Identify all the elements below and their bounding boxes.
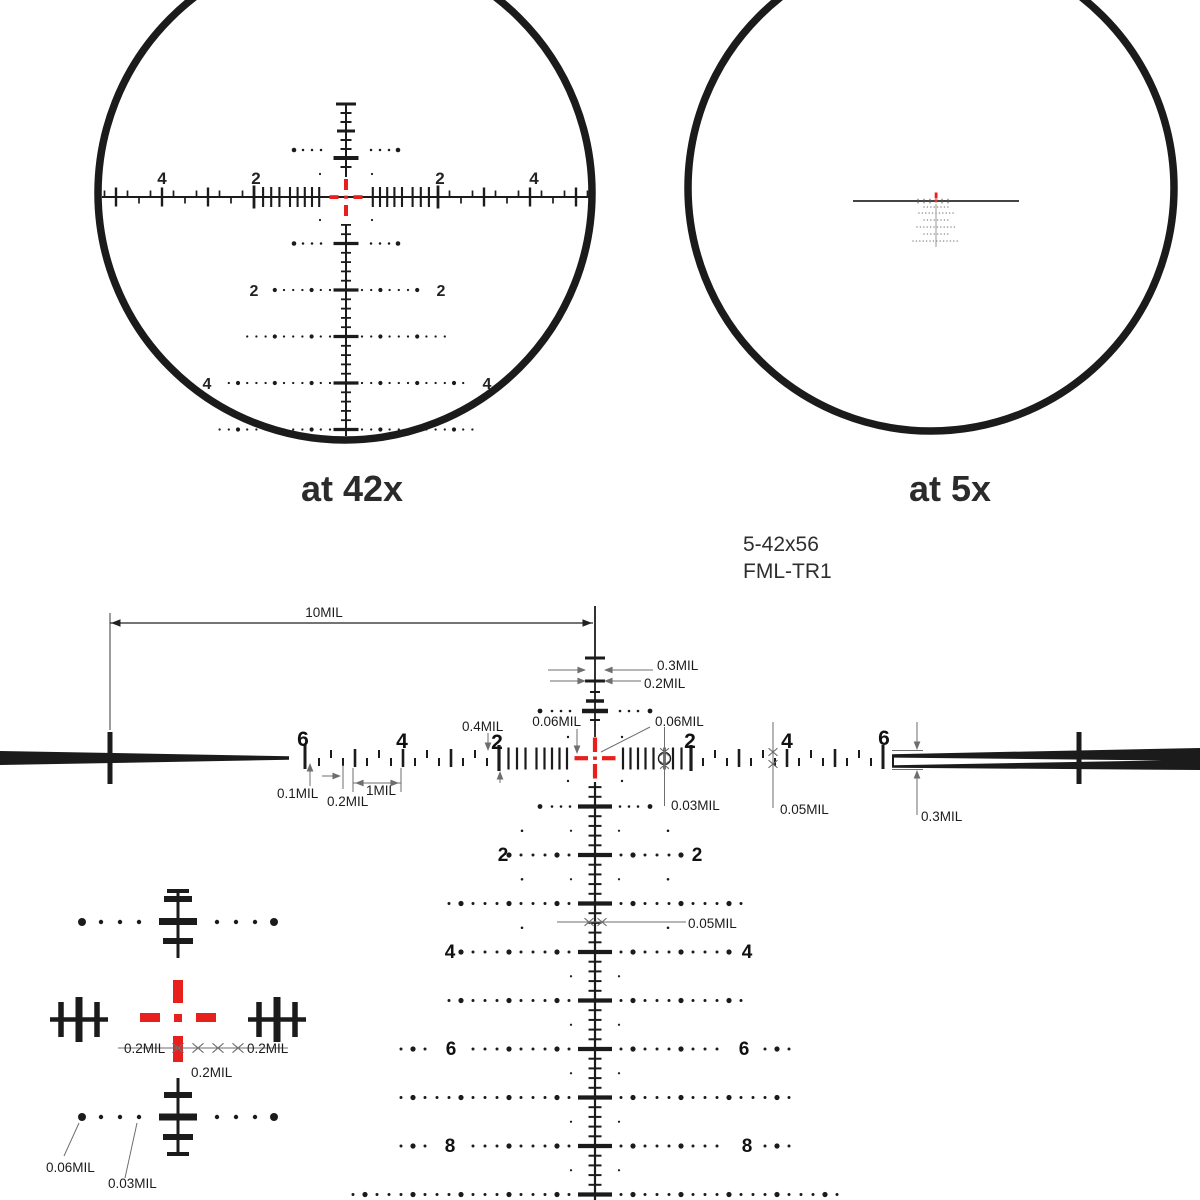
diagram-labels	[46, 169, 991, 1191]
s42-h-num: 4	[529, 169, 539, 188]
dim-03mil-top: 0.3MIL	[657, 658, 699, 673]
inset-dim-02mil-center: 0.2MIL	[191, 1065, 233, 1080]
inset-dim-003mil: 0.03MIL	[108, 1176, 157, 1191]
inset-dim-006mil: 0.06MIL	[46, 1160, 95, 1175]
dim-006mil-right: 0.06MIL	[655, 714, 704, 729]
dim-005mil: 0.05MIL	[780, 802, 829, 817]
s42-row-num: 2	[436, 283, 446, 300]
s42-h-num: 2	[251, 169, 261, 188]
s42-h-num: 4	[157, 169, 167, 188]
main-row-num: 4	[741, 942, 753, 963]
caption-high-mag: at 42x	[300, 468, 404, 509]
dim-1mil: 1MIL	[366, 783, 397, 798]
inset-dim-02mil-left: 0.2MIL	[124, 1041, 166, 1056]
main-row-num: 2	[691, 845, 703, 866]
main-row-num: 6	[738, 1039, 750, 1060]
inset-dim-02mil-right: 0.2MIL	[247, 1041, 289, 1056]
s42-row-num: 2	[249, 283, 259, 300]
main-row-num: 2	[497, 845, 509, 866]
dim-03mil-right: 0.3MIL	[921, 809, 963, 824]
dim-003mil: 0.03MIL	[671, 798, 720, 813]
main-row-num: 8	[444, 1136, 456, 1157]
main-row-num: 8	[741, 1136, 753, 1157]
dim-02mil-top: 0.2MIL	[644, 676, 686, 691]
main-h-num: 6	[297, 728, 309, 751]
main-h-num: 2	[684, 730, 696, 753]
dim-01mil: 0.1MIL	[277, 786, 319, 801]
main-h-num: 4	[781, 730, 793, 753]
reticle-name: FML-TR1	[743, 560, 832, 583]
dim-10mil: 10MIL	[305, 605, 343, 620]
caption-low-mag: at 5x	[908, 468, 992, 509]
dim-005mil-drop: 0.05MIL	[688, 916, 737, 931]
scope-model: 5-42x56	[743, 533, 819, 556]
dim-02mil-left: 0.2MIL	[327, 794, 369, 809]
s42-h-num: 2	[435, 169, 445, 188]
main-row-num: 4	[444, 942, 456, 963]
dim-006mil-left: 0.06MIL	[532, 714, 581, 729]
dim-04mil: 0.4MIL	[462, 719, 504, 734]
main-h-num: 6	[878, 727, 890, 750]
s42-row-num: 4	[482, 376, 492, 393]
main-row-num: 6	[445, 1039, 457, 1060]
s42-row-num: 4	[202, 376, 212, 393]
main-h-num: 2	[491, 731, 503, 754]
main-h-num: 4	[396, 730, 408, 753]
